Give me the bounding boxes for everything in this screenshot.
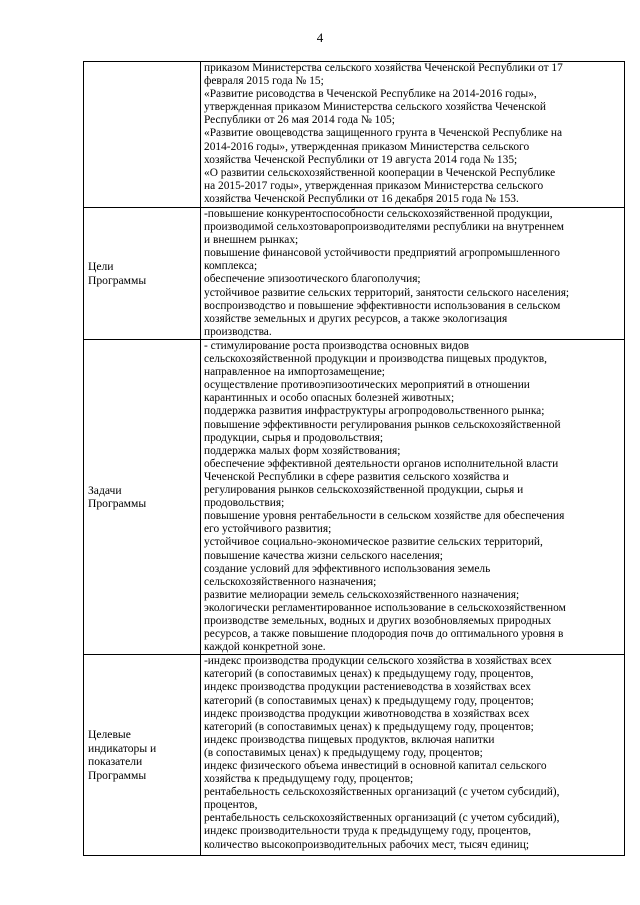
content-line: количество высокопроизводительных рабочих мест, тысяч единиц; bbox=[204, 838, 529, 851]
row-content-cell bbox=[201, 655, 625, 856]
content-line: повышение качества жизни сельского населения; bbox=[204, 549, 443, 562]
content-line: устойчивое развитие сельских территорий, занятости сельского населения; bbox=[204, 286, 570, 299]
content-line: на 2015-2017 годы», утвержденная приказом Министерства сельского bbox=[204, 179, 544, 192]
content-line: комплекса; bbox=[204, 260, 258, 273]
row-label-line: Программы bbox=[88, 768, 147, 782]
page-number: 4 bbox=[316, 30, 324, 45]
row-content-cell bbox=[201, 62, 625, 208]
content-line: «Развитие овощеводства защищенного грунта в Чеченской Республике на bbox=[204, 127, 563, 140]
content-line: поддержка развития инфраструктуры агропродовольственного рынка; bbox=[204, 405, 545, 418]
content-line: повышение финансовой устойчивости предприятий агропромышленного bbox=[204, 247, 560, 260]
content-line: экологически регламентированное использование в сельскохозяйственном bbox=[204, 601, 566, 614]
content-line: -индекс производства продукции сельского хозяйства в хозяйствах всех bbox=[204, 655, 552, 668]
program-passport-table bbox=[83, 61, 625, 856]
content-line: категорий (в сопоставимых ценах) к предыдущему году, процентов, bbox=[204, 668, 534, 681]
content-line: февраля 2015 года № 15; bbox=[204, 75, 324, 88]
content-line: производства. bbox=[204, 325, 272, 338]
table-row bbox=[84, 655, 625, 856]
content-line: индекс производства продукции растениеводства в хозяйствах всех bbox=[204, 681, 531, 694]
row-label-cell bbox=[84, 340, 201, 655]
content-line: производимой сельхозтоваропроизводителями республики на внутреннем bbox=[204, 221, 565, 234]
content-line: приказом Министерства сельского хозяйства Чеченской Республики от 17 bbox=[204, 62, 563, 74]
content-line: сельскохозяйственной продукции и производства пищевых продуктов, bbox=[204, 353, 547, 366]
content-line: сельскохозяйственного назначения; bbox=[204, 575, 377, 588]
row-label-cell bbox=[84, 62, 201, 208]
content-line: ресурсов, а также повышение плодородия почв до оптимального уровня в bbox=[204, 628, 564, 641]
content-line: Республики от 26 мая 2014 года № 105; bbox=[204, 114, 395, 127]
row-label-line: Программы bbox=[88, 497, 147, 511]
content-line: хозяйства Чеченской Республики от 16 декабря 2015 года № 153. bbox=[204, 192, 519, 205]
content-line: процентов, bbox=[204, 799, 258, 812]
content-line: продукции, сырья и продовольствия; bbox=[204, 431, 384, 444]
content-line: -повышение конкурентоспособности сельскохозяйственной продукции, bbox=[204, 208, 553, 220]
content-line: хозяйства к предыдущему году, процентов; bbox=[204, 773, 414, 786]
content-line: и внешнем рынках; bbox=[204, 234, 299, 247]
content-line: «Развитие рисоводства в Чеченской Республике на 2014-2016 годы», bbox=[204, 88, 537, 101]
content-line: направленное на импортозамещение; bbox=[204, 366, 385, 379]
row-label-line: Цели bbox=[88, 260, 114, 273]
row-content-cell bbox=[201, 208, 625, 340]
content-line: Чеченской Республики в сфере развития сельского хозяйства и bbox=[204, 470, 509, 483]
content-line: повышение уровня рентабельности в сельском хозяйстве для обеспечения bbox=[204, 510, 565, 523]
row-content-cell bbox=[201, 340, 625, 655]
row-label-line: показатели bbox=[88, 755, 143, 769]
content-line: обеспечение эпизоотического благополучия; bbox=[204, 273, 421, 286]
content-line: воспроизводство и повышение эффективности использования в сельском bbox=[204, 299, 561, 312]
content-line: развитие мелиорации земель сельскохозяйственного назначения; bbox=[204, 588, 520, 601]
content-line: рентабельность сельскохозяйственных организаций (с учетом субсидий), bbox=[204, 786, 560, 799]
row-label-line: индикаторы и bbox=[88, 741, 157, 755]
content-line: 2014-2016 годы», утвержденная приказом Министерства сельского bbox=[204, 140, 530, 153]
row-label-line: Целевые bbox=[88, 728, 131, 742]
table-row bbox=[84, 340, 625, 655]
content-line: категорий (в сопоставимых ценах) к предыдущему году, процентов; bbox=[204, 720, 534, 733]
row-label-line: Задачи bbox=[88, 483, 122, 497]
content-line: поддержка малых форм хозяйствования; bbox=[204, 444, 401, 457]
content-line: производстве земельных, водных и других возобновляемых природных bbox=[204, 614, 552, 627]
content-line: категорий (в сопоставимых ценах) к предыдущему году, процентов; bbox=[204, 694, 534, 707]
content-line: его устойчивого развития; bbox=[204, 523, 332, 536]
content-line: индекс производства продукции животноводства в хозяйствах всех bbox=[204, 707, 530, 720]
content-line: продовольствия; bbox=[204, 497, 285, 510]
content-line: индекс производительности труда к предыдущему году, процентов, bbox=[204, 825, 532, 838]
content-line: «О развитии сельскохозяйственной кооперации в Чеченской Республике bbox=[204, 166, 556, 179]
content-line: осуществление противоэпизоотических мероприятий в отношении bbox=[204, 379, 530, 392]
content-line: (в сопоставимых ценах) к предыдущему году, процентов; bbox=[204, 746, 483, 759]
content-line: хозяйства Чеченской Республики от 19 августа 2014 года № 135; bbox=[204, 153, 518, 166]
row-label-cell bbox=[84, 208, 201, 340]
row-label-cell bbox=[84, 655, 201, 856]
content-line: создание условий для эффективного использования земель bbox=[204, 562, 491, 575]
content-line: рентабельность сельскохозяйственных организаций (с учетом субсидий), bbox=[204, 812, 560, 825]
content-line: регулирования рынков сельскохозяйственной продукции, сырья и bbox=[204, 484, 524, 497]
table-body bbox=[84, 62, 625, 856]
content-line: - стимулирование роста производства основных видов bbox=[204, 340, 470, 352]
content-line: устойчивое социально-экономическое развитие сельских территорий, bbox=[204, 536, 543, 549]
content-line: индекс физического объема инвестиций в основной капитал сельского bbox=[204, 760, 547, 772]
content-line: индекс производства пищевых продуктов, включая напитки bbox=[204, 733, 495, 746]
content-line: утвержденная приказом Министерства сельского хозяйства Чеченской bbox=[204, 101, 547, 114]
content-line: карантинных и особо опасных болезней животных; bbox=[204, 392, 455, 405]
content-line: каждой конкретной зоне. bbox=[204, 641, 326, 654]
table-row bbox=[84, 62, 625, 208]
table-row bbox=[84, 208, 625, 340]
row-label-line: Программы bbox=[88, 273, 147, 287]
content-line: хозяйстве земельных и других ресурсов, а также экологизация bbox=[204, 312, 508, 325]
content-line: обеспечение эффективной деятельности органов исполнительной власти bbox=[204, 457, 559, 470]
content-line: повышение эффективности регулирования рынков сельскохозяйственной bbox=[204, 418, 561, 431]
